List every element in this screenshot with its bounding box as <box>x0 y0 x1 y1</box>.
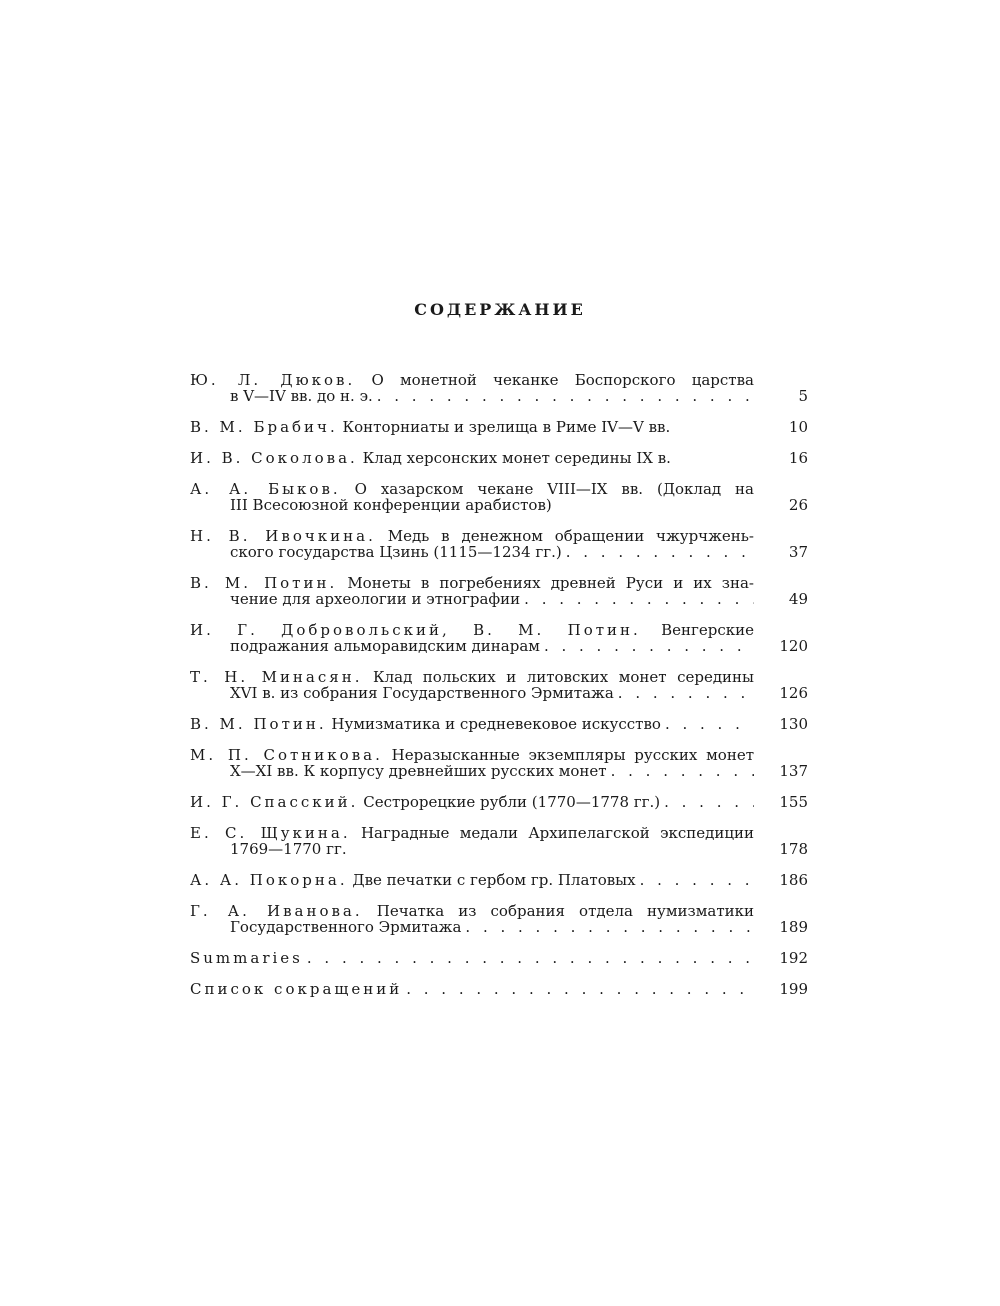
toc-entry <box>190 872 808 888</box>
toc-entry-text <box>190 903 754 935</box>
leader-dots <box>402 981 754 997</box>
toc-entry <box>190 669 808 701</box>
toc-entry-line <box>190 669 754 685</box>
leader-dots <box>660 794 754 810</box>
toc-page-number: 199 <box>779 980 808 998</box>
toc-entry-line <box>190 622 754 638</box>
toc-entry-line <box>190 419 754 435</box>
toc-page-number: 5 <box>798 387 808 405</box>
toc-entry-line <box>190 497 754 513</box>
toc-entry <box>190 981 808 997</box>
toc-entry-line <box>190 903 754 919</box>
toc-title-part: Монеты в погребениях древней Руси и их зна- <box>337 574 754 592</box>
toc-entry-text <box>190 575 754 607</box>
toc-entry-line <box>190 841 754 857</box>
toc-page-number: 126 <box>779 684 808 702</box>
toc-author: А. А. Быков. <box>190 480 341 498</box>
toc-title-part: Клад херсонских монет середины IX в. <box>357 450 671 466</box>
toc-entry-line <box>190 372 754 388</box>
toc-entry <box>190 372 808 404</box>
toc-entry-text <box>190 450 754 466</box>
toc-entry-line <box>190 716 754 732</box>
toc-page-number: 37 <box>788 543 808 561</box>
toc-entry-line <box>190 528 754 544</box>
toc-entry <box>190 903 808 935</box>
toc-entry-line <box>190 388 754 404</box>
leader-dots <box>540 638 754 654</box>
toc-entry-text <box>190 825 754 857</box>
toc-title-part: чение для археологии и этнографии <box>230 591 521 607</box>
toc-entry-text <box>190 950 754 966</box>
toc-author: И. Г. Добровольский, В. М. Потин. <box>190 621 641 639</box>
toc-page-number: 10 <box>788 418 808 436</box>
toc-entry-text <box>190 794 754 810</box>
toc-entry <box>190 747 808 779</box>
toc-title-part: Нумизматика и средневековое искусство <box>326 716 661 732</box>
toc-author: Т. Н. Минасян. <box>190 668 363 686</box>
toc-entry-line <box>190 638 754 654</box>
toc-entry-line <box>190 825 754 841</box>
toc-title-part: Наградные медали Архипелагской экспедиции <box>350 824 755 842</box>
toc-title-part: Конторниаты и зрелища в Риме IV—V вв. <box>337 419 671 435</box>
toc-author: Список сокращений <box>190 981 403 997</box>
toc-title-part: 1769—1770 гг. <box>230 841 347 857</box>
toc-entry-line <box>190 981 754 997</box>
toc-title-part: Медь в денежном обращении чжурчжень- <box>375 527 755 545</box>
toc-author: Г. А. Иванова. <box>190 902 363 920</box>
toc-entry-text <box>190 872 754 888</box>
toc-entry-text <box>190 419 754 435</box>
toc-title-part: в V—IV вв. до н. э. <box>230 388 373 404</box>
leader-dots <box>661 716 754 732</box>
toc-author: Summaries <box>190 950 303 966</box>
toc-author: В. М. Брабич. <box>190 419 338 435</box>
toc-entry-line <box>190 763 754 779</box>
toc-entry <box>190 950 808 966</box>
toc-title-part: Печатка из собрания отдела нумизматики <box>362 902 754 920</box>
toc-title-part: Две печатки с гербом гр. Платовых <box>347 872 636 888</box>
toc-entry-text <box>190 981 754 997</box>
toc-title-part: Сестрорецкие рубли (1770—1778 гг.) <box>358 794 661 810</box>
leader-dots <box>461 919 754 935</box>
toc-author: Ю. Л. Дюков. <box>190 371 356 389</box>
toc-title-part: III Всесоюзной конференции арабистов) <box>230 497 552 513</box>
toc-entry-line <box>190 872 754 888</box>
toc-entry-line <box>190 919 754 935</box>
toc-title-part: Клад польских и литовских монет середины <box>362 668 754 686</box>
leader-dots <box>562 544 754 560</box>
toc-entry <box>190 825 808 857</box>
toc-page-number: 192 <box>779 949 808 967</box>
table-of-contents <box>190 372 808 1012</box>
toc-entry-line <box>190 685 754 701</box>
toc-author: Н. В. Ивочкина. <box>190 527 376 545</box>
toc-page-number: 189 <box>779 918 808 936</box>
toc-title-part: X—XI вв. К корпусу древнейших русских монет <box>230 763 607 779</box>
toc-page-number: 16 <box>788 449 808 467</box>
toc-page-number: 178 <box>779 840 808 858</box>
toc-author: Е. С. Щукина. <box>190 824 351 842</box>
toc-entry-line <box>190 544 754 560</box>
leader-dots <box>607 763 754 779</box>
toc-page-number: 137 <box>779 762 808 780</box>
toc-page-number: 120 <box>779 637 808 655</box>
toc-author: А. А. Покорна. <box>190 872 348 888</box>
toc-entry-text <box>190 622 754 654</box>
toc-entry <box>190 450 808 466</box>
toc-entry-text <box>190 716 754 732</box>
toc-entry-line <box>190 950 754 966</box>
toc-entry-line <box>190 794 754 810</box>
toc-author: В. М. Потин. <box>190 574 338 592</box>
toc-author: В. М. Потин. <box>190 716 327 732</box>
leader-dots <box>614 685 754 701</box>
toc-page-number: 186 <box>779 871 808 889</box>
toc-entry-line <box>190 747 754 763</box>
leader-dots <box>520 591 754 607</box>
toc-author: М. П. Сотникова. <box>190 746 383 764</box>
toc-title-part: подражания альморавидским динарам <box>230 638 540 654</box>
toc-author: И. В. Соколова. <box>190 450 358 466</box>
toc-title-part: Неразысканные экземпляры русских монет <box>382 746 754 764</box>
toc-entry-text <box>190 481 754 513</box>
toc-title-part: Венгерские <box>640 621 754 639</box>
toc-entry <box>190 419 808 435</box>
leader-dots <box>636 872 754 888</box>
toc-entry <box>190 528 808 560</box>
leader-dots <box>373 388 754 404</box>
leader-dots <box>303 950 754 966</box>
toc-entry-text <box>190 372 754 404</box>
toc-entry-text <box>190 528 754 560</box>
page-title: СОДЕРЖАНИЕ <box>414 300 586 319</box>
toc-title-part: XVI в. из собрания Государственного Эрмитажа <box>230 685 614 701</box>
toc-entry-text <box>190 669 754 701</box>
toc-entry-line <box>190 575 754 591</box>
toc-page-number: 49 <box>788 590 808 608</box>
toc-entry <box>190 622 808 654</box>
toc-entry-line <box>190 591 754 607</box>
toc-entry-line <box>190 450 754 466</box>
toc-entry <box>190 575 808 607</box>
toc-page-number: 26 <box>788 496 808 514</box>
toc-entry <box>190 716 808 732</box>
toc-entry-text <box>190 747 754 779</box>
toc-page-number: 155 <box>779 793 808 811</box>
toc-title-part: Государственного Эрмитажа <box>230 919 462 935</box>
toc-title-part: О монетной чеканке Боспорского царства <box>355 371 754 389</box>
toc-entry-line <box>190 481 754 497</box>
toc-page-number: 130 <box>779 715 808 733</box>
toc-title-part: ского государства Цзинь (1115—1234 гг.) <box>230 544 562 560</box>
toc-author: И. Г. Спасский. <box>190 794 359 810</box>
toc-entry <box>190 481 808 513</box>
toc-entry <box>190 794 808 810</box>
toc-title-part: О хазарском чекане VIII—IX вв. (Доклад на <box>340 480 755 498</box>
